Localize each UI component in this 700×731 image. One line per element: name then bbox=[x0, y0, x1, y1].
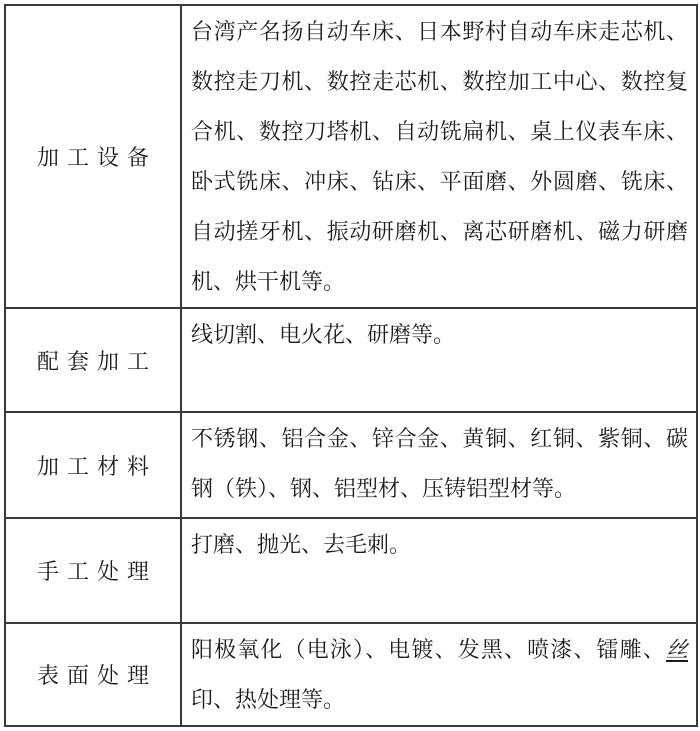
table-body bbox=[5, 5, 697, 726]
row-label: 配套加工 bbox=[36, 348, 157, 374]
content-line bbox=[191, 257, 688, 307]
row-label-cell bbox=[5, 518, 181, 623]
text-segment: 台湾产名扬自动车床、日本野村自动车床走芯机、 bbox=[191, 19, 688, 44]
text-segment: 打磨、抛光、去毛刺。 bbox=[191, 532, 412, 557]
process-capability-table bbox=[4, 4, 698, 727]
content-line bbox=[191, 57, 688, 107]
table-row bbox=[5, 518, 697, 623]
content-line bbox=[191, 157, 688, 207]
content-line bbox=[191, 107, 688, 157]
emphasized-text-segment: 丝 bbox=[665, 637, 688, 662]
row-content-cell bbox=[181, 518, 697, 623]
text-segment: 数控走刀机、数控走芯机、数控加工中心、数控复 bbox=[191, 69, 688, 94]
table-row bbox=[5, 412, 697, 518]
table-row bbox=[5, 623, 697, 726]
content-line bbox=[191, 310, 688, 360]
text-segment: 钢（铁）、钢、铝型材、压铸铝型材等。 bbox=[191, 476, 577, 501]
text-segment: 自动搓牙机、振动研磨机、离芯研磨机、磁力研磨 bbox=[191, 219, 688, 244]
content-line bbox=[191, 464, 688, 514]
row-label-cell bbox=[5, 308, 181, 412]
text-segment: 不锈钢、铝合金、锌合金、黄铜、红铜、紫铜、碳 bbox=[191, 426, 688, 451]
table-row bbox=[5, 308, 697, 412]
row-label-cell bbox=[5, 5, 181, 308]
content-line bbox=[191, 414, 688, 464]
text-segment: 印、热处理等。 bbox=[191, 687, 346, 712]
content-line bbox=[191, 520, 688, 570]
row-label-cell bbox=[5, 412, 181, 518]
content-line bbox=[191, 675, 688, 725]
content-line bbox=[191, 207, 688, 257]
row-label: 加工设备 bbox=[36, 145, 157, 170]
row-content-cell bbox=[181, 412, 697, 518]
text-segment: 卧式铣床、冲床、钻床、平面磨、外圆磨、铣床、 bbox=[191, 169, 688, 194]
row-label: 手工处理 bbox=[36, 559, 157, 584]
row-content-cell bbox=[181, 5, 697, 308]
table-row bbox=[5, 5, 697, 308]
text-segment: 合机、数控刀塔机、自动铣扁机、桌上仪表车床、 bbox=[191, 119, 688, 144]
content-line bbox=[191, 625, 688, 675]
text-segment: 线切割、电火花、研磨等。 bbox=[191, 322, 456, 347]
row-label: 加工材料 bbox=[36, 453, 157, 479]
text-segment: 阳极氧化（电泳）、电镀、发黑、喷漆、镭雕、 bbox=[191, 637, 666, 662]
content-line bbox=[191, 7, 688, 57]
row-content-cell bbox=[181, 623, 697, 726]
row-label: 表面处理 bbox=[36, 663, 157, 688]
row-content-cell bbox=[181, 308, 697, 412]
text-segment: 机、烘干机等。 bbox=[191, 269, 346, 294]
row-label-cell bbox=[5, 623, 181, 726]
